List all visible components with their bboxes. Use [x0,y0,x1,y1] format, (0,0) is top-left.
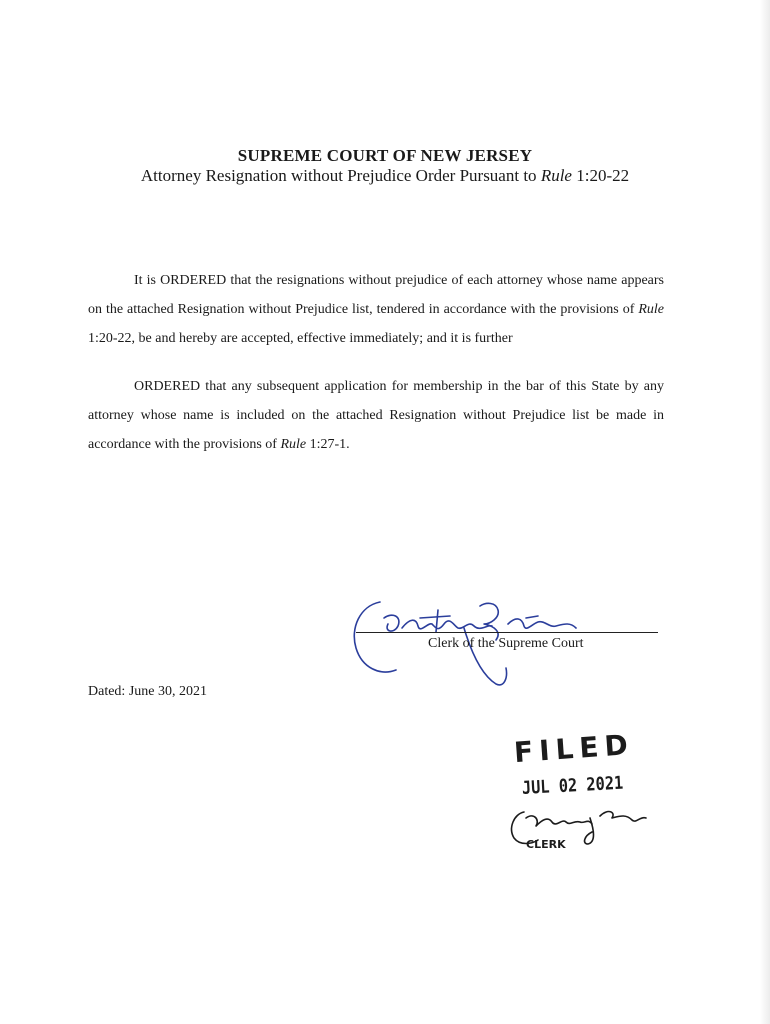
signature-caption: Clerk of the Supreme Court [428,636,584,651]
para2-rule-word: Rule [280,437,307,452]
stamp-date: JUL 02 2021 [521,772,624,799]
para2-text-b: 1:27-1. [306,437,350,452]
title-suffix: 1:20-22 [571,166,630,185]
filed-stamp [500,727,660,862]
order-paragraph-1 [88,266,664,353]
order-title [0,166,770,186]
court-name-heading: SUPREME COURT OF NEW JERSEY [237,146,533,165]
para1-text-a: It is ORDERED that the resignations without prejudice of each attorney whose name appears on the attached Resignation without Prejudice list, tendered in accordance with the provisions of [88,273,664,317]
title-rule-word: Rule [540,166,572,185]
stamp-clerk-label: CLERK [526,838,566,851]
para1-rule-word: Rule [638,302,664,317]
stamp-signature [500,798,660,848]
para1-text-b: 1:20-22, be and hereby are accepted, effective immediately; and it is further [88,331,513,346]
title-prefix: Attorney Resignation without Prejudice Order Pursuant to [140,166,541,185]
dated-line: Dated: June 30, 2021 [88,684,207,699]
order-paragraph-2 [88,372,664,459]
stamp-filed-label: FILED [512,727,635,770]
para2-text-a: ORDERED that any subsequent application for membership in the bar of this State by any attorney whose name is included on the attached Resignation without Prejudice list be made in accordance with the provisions of [88,379,664,452]
signature-line [356,632,658,633]
